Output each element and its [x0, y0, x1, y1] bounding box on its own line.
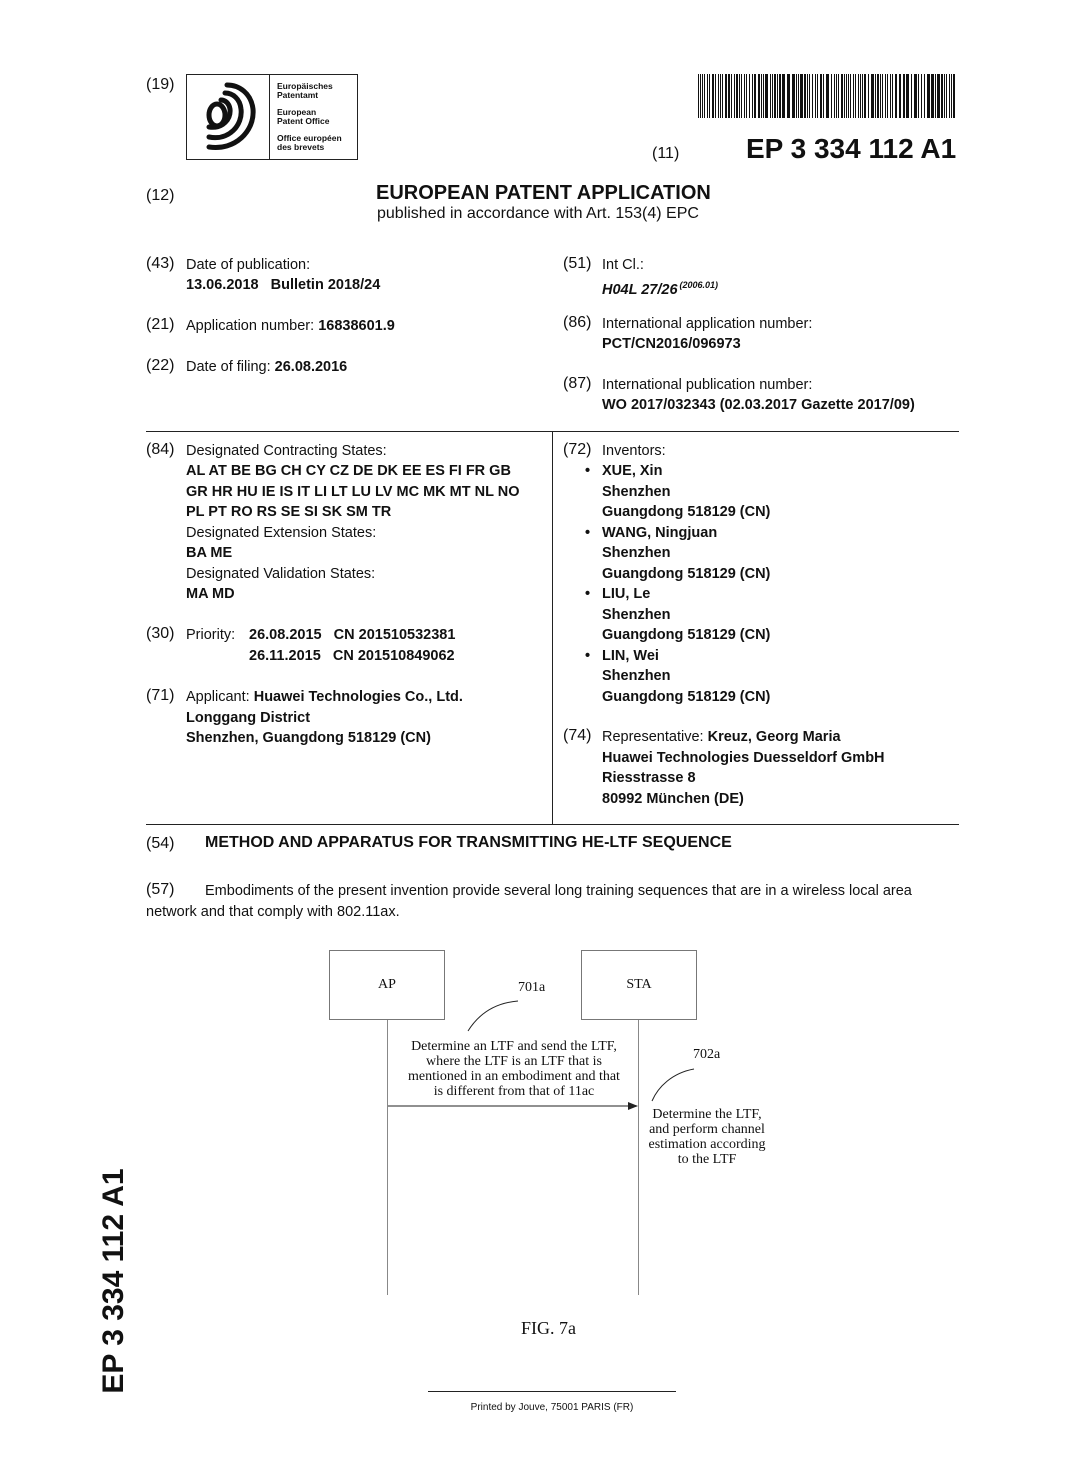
- barcode-bar: [722, 74, 723, 118]
- step-1-line: where the LTF is an LTF that is: [426, 1054, 602, 1069]
- inid-code-84: (84): [146, 441, 175, 458]
- barcode-bar: [746, 74, 747, 118]
- barcode-bar: [844, 74, 845, 118]
- barcode-bar: [704, 74, 705, 118]
- document-type: EUROPEAN PATENT APPLICATION: [376, 182, 711, 204]
- barcode-bar: [953, 74, 955, 118]
- barcode-bar: [937, 74, 940, 118]
- barcode-bar: [734, 74, 735, 118]
- barcode-bar: [951, 74, 952, 118]
- contracting-states-label: Designated Contracting States:: [186, 443, 387, 459]
- ref-701a: 701a: [518, 980, 546, 995]
- inventor-city: Shenzhen: [602, 606, 671, 623]
- footer-rule: [428, 1391, 676, 1392]
- barcode-bar: [744, 74, 745, 118]
- publication-date-label: Date of publication:: [186, 257, 311, 273]
- barcode-bar: [875, 74, 876, 118]
- barcode-bar: [715, 74, 716, 118]
- barcode-bar: [838, 74, 839, 118]
- applicant-address-line: Longgang District: [186, 709, 311, 726]
- barcode-bar: [855, 74, 856, 118]
- barcode-bar: [787, 74, 790, 118]
- extension-states-value: BA ME: [186, 545, 233, 561]
- extension-states-label: Designated Extension States:: [186, 524, 377, 541]
- barcode-bar: [765, 74, 768, 118]
- barcode-bar: [887, 74, 888, 118]
- inid-code-71: (71): [146, 687, 175, 704]
- inventor-region: Guangdong 518129 (CN): [602, 565, 771, 582]
- barcode-bar: [924, 74, 925, 118]
- filing-date: Date of filing: 26.08.2016: [186, 359, 348, 375]
- inid-code-30: (30): [146, 625, 175, 642]
- barcode-bar: [877, 74, 879, 118]
- barcode-bar: [700, 74, 701, 118]
- sta-label: STA: [626, 977, 652, 992]
- barcode-bar: [941, 74, 943, 118]
- bullet-icon: •: [585, 647, 591, 664]
- barcode-bar: [823, 74, 824, 118]
- barcode-bar: [880, 74, 881, 118]
- inid-code-12: (12): [146, 187, 175, 204]
- logo-line: European: [277, 107, 317, 117]
- barcode-bar: [741, 74, 742, 118]
- barcode-bar: [770, 74, 771, 118]
- barcode-bar: [864, 74, 866, 118]
- barcode-bar: [761, 74, 762, 118]
- barcode-bar: [736, 74, 738, 118]
- barcode-bar: [739, 74, 740, 118]
- leader-701a: [468, 1001, 518, 1031]
- barcode-bar: [860, 74, 861, 118]
- int-cl-value: H04L 27/26 $^{(2006.01)}$: [602, 280, 719, 298]
- validation-states-value: MA MD: [186, 586, 235, 602]
- barcode-bar: [949, 74, 950, 118]
- inventor-name: LIU, Le: [602, 586, 651, 602]
- bullet-icon: •: [585, 586, 591, 602]
- barcode-bar: [826, 74, 829, 118]
- barcode-bar: [796, 74, 797, 118]
- intl-publication-value: WO 2017/032343 (02.03.2017 Gazette 2017/09): [602, 397, 915, 413]
- inventor-city: Shenzhen: [602, 668, 671, 684]
- barcode-bar: [850, 74, 851, 118]
- section-divider: [146, 824, 959, 825]
- barcode-bar: [774, 74, 776, 118]
- barcode-bar: [731, 74, 732, 118]
- step-2-line: estimation according: [648, 1137, 766, 1152]
- contracting-states-line: AL AT BE BG CH CY CZ DE DK EE ES FI FR GB: [186, 463, 511, 479]
- logo-line: des brevets: [277, 142, 325, 152]
- barcode-bar: [848, 74, 849, 118]
- applicant: Applicant: Huawei Technologies Co., Ltd.: [186, 689, 463, 705]
- barcode-bar: [820, 74, 822, 118]
- logo-line: Patent Office: [277, 116, 330, 126]
- barcode-bar: [892, 74, 893, 118]
- contracting-states-line: PL PT RO RS SE SI SK SM TR: [186, 504, 392, 520]
- figure-caption: FIG. 7a: [521, 1318, 576, 1338]
- barcode-bar: [804, 74, 806, 118]
- barcode-bar: [752, 74, 753, 118]
- barcode-bar: [702, 74, 703, 118]
- inventor-region: Guangdong 518129 (CN): [602, 627, 771, 643]
- barcode: [698, 74, 958, 118]
- barcode-bar: [946, 74, 947, 118]
- epo-emblem-icon: [195, 81, 263, 155]
- barcode-bar: [871, 74, 874, 118]
- barcode-bar: [846, 74, 847, 118]
- inid-code-21: (21): [146, 316, 175, 333]
- barcode-bar: [758, 74, 760, 118]
- inventor-city: Shenzhen: [602, 545, 671, 561]
- barcode-bar: [918, 74, 919, 118]
- inid-code-11: (11): [652, 145, 680, 162]
- publication-number: EP 3 334 112 A1: [746, 133, 957, 164]
- inventors-label: Inventors:: [602, 443, 666, 459]
- logo-line: Patentamt: [277, 90, 319, 100]
- barcode-bar: [812, 74, 813, 118]
- abstract-line: Embodiments of the present invention provide several long training sequences that are in a wireless local area: [205, 883, 912, 899]
- barcode-bar: [782, 74, 785, 118]
- abstract-line: network and that comply with 802.11ax.: [146, 904, 400, 920]
- inid-code-74: (74): [563, 727, 592, 744]
- inventor-name: LIN, Wei: [602, 647, 659, 664]
- step-1-line: mentioned in an embodiment and that: [408, 1069, 620, 1084]
- barcode-bar: [834, 74, 835, 118]
- barcode-bar: [841, 74, 843, 118]
- barcode-bar: [885, 74, 886, 118]
- barcode-bar: [853, 74, 854, 118]
- barcode-bar: [763, 74, 764, 118]
- inventor-region: Guangdong 518129 (CN): [602, 688, 771, 705]
- representative-address-line: 80992 München (DE): [602, 790, 744, 807]
- publication-date-value: 13.06.2018 Bulletin 2018/24: [186, 277, 381, 293]
- barcode-bar: [779, 74, 781, 118]
- barcode-bar: [712, 74, 714, 118]
- barcode-bar: [815, 74, 816, 118]
- logo-line: Europäisches: [277, 81, 333, 91]
- barcode-bar: [890, 74, 891, 118]
- barcode-bar: [798, 74, 799, 118]
- barcode-bar: [914, 74, 917, 118]
- barcode-bar: [944, 74, 945, 118]
- barcode-bar: [831, 74, 832, 118]
- barcode-bar: [807, 74, 808, 118]
- barcode-bar: [858, 74, 859, 118]
- step-1-text: [392, 1039, 636, 1099]
- inventor-region: Guangdong 518129 (CN): [602, 504, 771, 520]
- barcode-bar: [935, 74, 936, 118]
- priority-label: Priority:: [186, 627, 236, 643]
- column-divider: [552, 431, 553, 824]
- barcode-bar: [707, 74, 708, 118]
- barcode-bar: [862, 74, 863, 118]
- inid-code-87: (87): [563, 375, 592, 392]
- inventor-name: WANG, Ningjuan: [602, 524, 718, 541]
- invention-title: METHOD AND APPARATUS FOR TRANSMITTING HE-LTF SEQUENCE: [205, 834, 732, 851]
- priority-line: 26.11.2015 CN 201510849062: [249, 647, 455, 664]
- document-subtitle: published in accordance with Art. 153(4) EPC: [377, 205, 699, 222]
- logo-line: Office européen: [277, 133, 342, 143]
- barcode-bar: [720, 74, 721, 118]
- barcode-bar: [709, 74, 710, 118]
- step-1-line: Determine an LTF and send the LTF,: [411, 1039, 617, 1054]
- leader-702a: [652, 1069, 694, 1101]
- barcode-bar: [749, 74, 750, 118]
- bullet-icon: •: [585, 463, 591, 479]
- barcode-bar: [792, 74, 795, 118]
- inid-code-43: (43): [146, 255, 175, 272]
- barcode-bar: [903, 74, 905, 118]
- inid-code-86: (86): [563, 314, 592, 331]
- barcode-bar: [931, 74, 934, 118]
- barcode-bar: [800, 74, 803, 118]
- barcode-bar: [895, 74, 897, 118]
- barcode-bar: [927, 74, 930, 118]
- representative-address-line: Huawei Technologies Duesseldorf GmbH: [602, 749, 885, 766]
- step-2-line: Determine the LTF,: [652, 1107, 762, 1122]
- representative-address-line: Riesstrasse 8: [602, 770, 696, 786]
- inid-code-51: (51): [563, 255, 592, 272]
- ap-label: AP: [378, 977, 396, 992]
- step-2-line: and perform channel: [649, 1122, 765, 1137]
- barcode-bar: [836, 74, 837, 118]
- barcode-bar: [911, 74, 912, 118]
- barcode-bar: [921, 74, 922, 118]
- barcode-bar: [718, 74, 719, 118]
- barcode-bar: [906, 74, 909, 118]
- barcode-bar: [777, 74, 778, 118]
- intl-application-value: PCT/CN2016/096973: [602, 336, 741, 352]
- intl-application-label: International application number:: [602, 316, 813, 332]
- int-cl-label: Int Cl.:: [602, 257, 644, 273]
- inid-code-72: (72): [563, 441, 592, 458]
- barcode-bar: [817, 74, 818, 118]
- representative: Representative: Kreuz, Georg Maria: [602, 729, 841, 745]
- step-1-line: is different from that of 11ac: [433, 1084, 595, 1099]
- step-2-line: to the LTF: [677, 1152, 737, 1167]
- inid-code-57: (57): [146, 881, 175, 898]
- side-publication-number: EP 3 334 112 A1: [97, 1168, 130, 1394]
- epo-logo: [186, 74, 358, 160]
- printer-note: Printed by Jouve, 75001 PARIS (FR): [470, 1402, 634, 1413]
- barcode-bar: [698, 74, 699, 118]
- ref-702a: 702a: [693, 1047, 721, 1062]
- inid-code-54: (54): [146, 835, 175, 852]
- intl-publication-label: International publication number:: [602, 377, 813, 393]
- barcode-bar: [728, 74, 730, 118]
- barcode-bar: [725, 74, 727, 118]
- application-number: Application number: 16838601.9: [186, 318, 395, 334]
- validation-states-label: Designated Validation States:: [186, 565, 376, 582]
- barcode-bar: [882, 74, 883, 118]
- barcode-bar: [809, 74, 810, 118]
- inventor-city: Shenzhen: [602, 483, 671, 500]
- applicant-address-line: Shenzhen, Guangdong 518129 (CN): [186, 730, 431, 746]
- barcode-bar: [754, 74, 756, 118]
- bullet-icon: •: [585, 524, 591, 541]
- barcode-bar: [868, 74, 869, 118]
- inid-code-22: (22): [146, 357, 175, 374]
- inid-code-19: (19): [146, 76, 175, 93]
- contracting-states-line: GR HR HU IE IS IT LI LT LU LV MC MK MT NL NO: [186, 483, 520, 500]
- priority-line: 26.08.2015 CN 201510532381: [249, 627, 456, 643]
- inventor-name: XUE, Xin: [602, 463, 663, 479]
- step-2-text: [633, 1107, 781, 1167]
- barcode-bar: [899, 74, 901, 118]
- barcode-bar: [772, 74, 773, 118]
